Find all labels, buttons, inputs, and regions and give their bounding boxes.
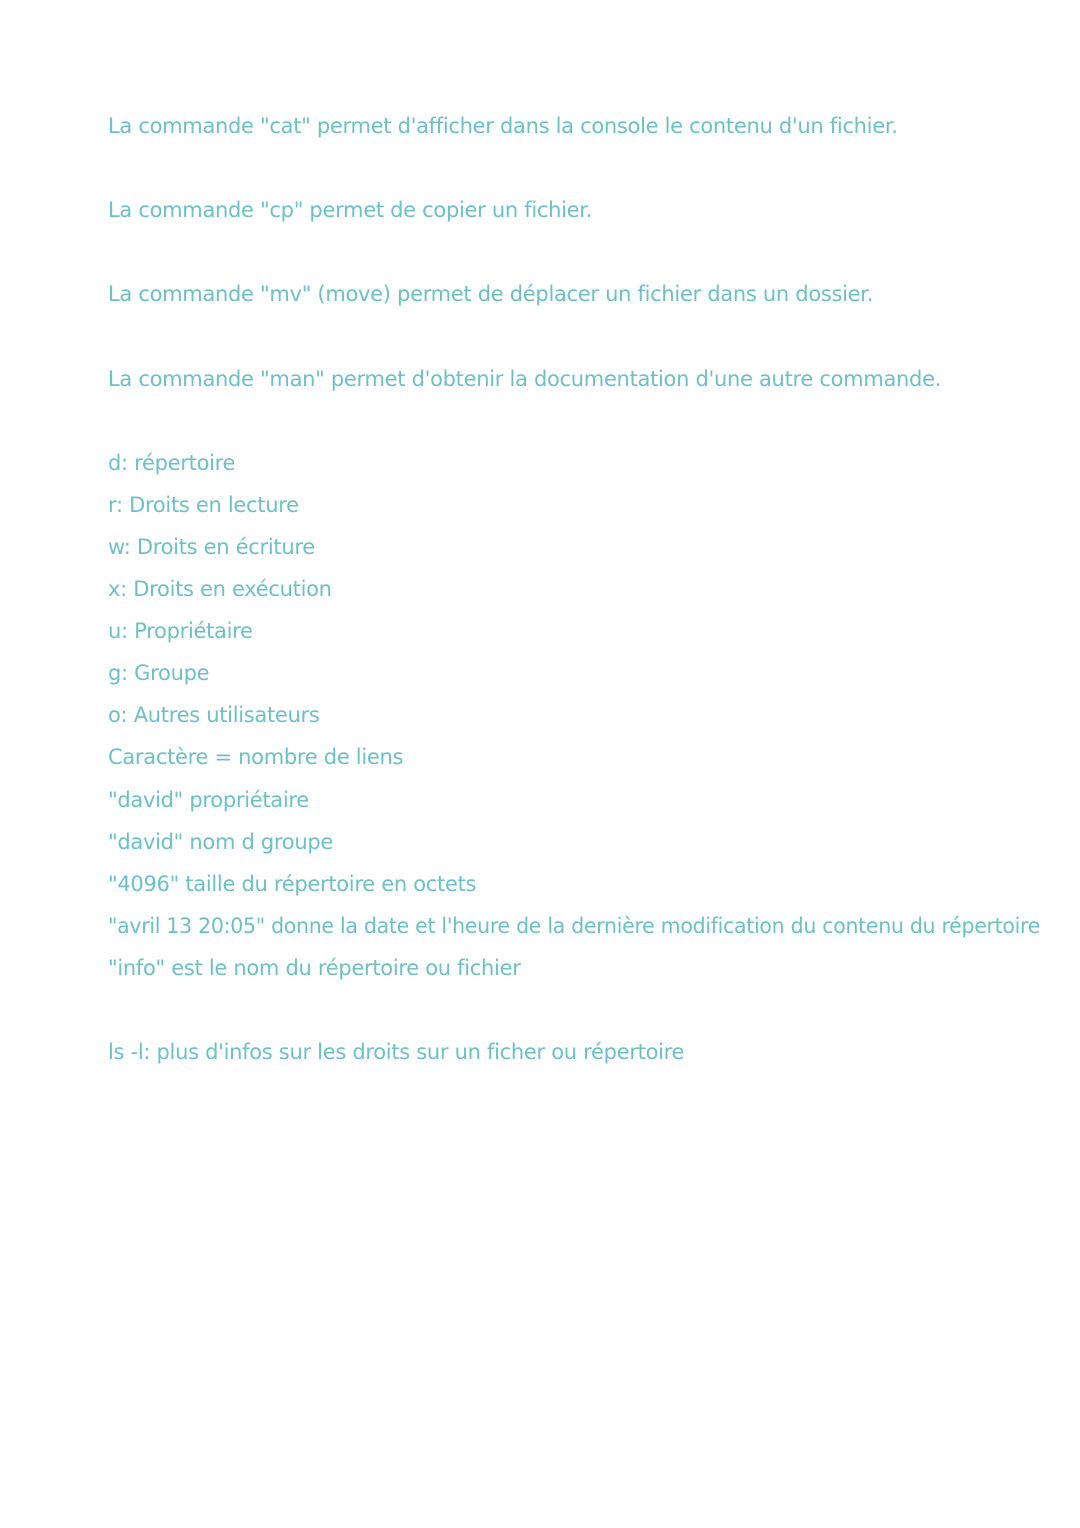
legend-item-group: "david" nom d groupe (108, 830, 333, 854)
paragraph-cat-command: La commande "cat" permet d'afficher dans la console le contenu d'un fichier. (108, 114, 898, 138)
legend-item-g: g: Groupe (108, 661, 210, 685)
paragraph-man-command: La commande "man" permet d'obtenir la documentation d'une autre commande. (108, 367, 942, 391)
legend-item-links: Caractère = nombre de liens (108, 745, 404, 769)
legend-item-date: "avril 13 20:05" donne la date et l'heure de la dernière modification du contenu du répertoire (108, 914, 1041, 938)
legend-item-w: w: Droits en écriture (108, 535, 315, 559)
footer-note-ls: ls -l: plus d'infos sur les droits sur un ficher ou répertoire (108, 1040, 685, 1064)
legend-item-owner: "david" propriétaire (108, 788, 309, 812)
legend-item-o: o: Autres utilisateurs (108, 703, 320, 727)
paragraph-mv-command: La commande "mv" (move) permet de déplacer un fichier dans un dossier. (108, 282, 874, 306)
paragraph-cp-command: La commande "cp" permet de copier un fichier. (108, 198, 593, 222)
legend-item-d: d: répertoire (108, 451, 236, 475)
legend-item-name: "info" est le nom du répertoire ou fichier (108, 956, 521, 980)
legend-item-u: u: Propriétaire (108, 619, 253, 643)
legend-item-r: r: Droits en lecture (108, 493, 299, 517)
legend-item-x: x: Droits en exécution (108, 577, 332, 601)
legend-item-size: "4096" taille du répertoire en octets (108, 872, 477, 896)
